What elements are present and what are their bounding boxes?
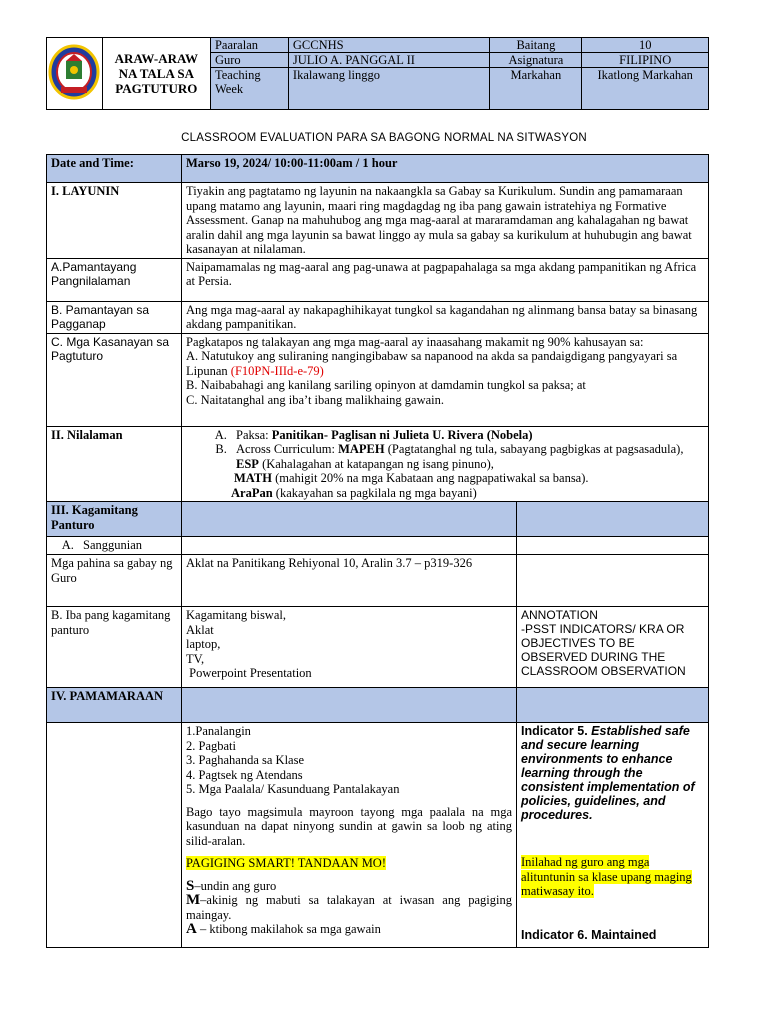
step-item: 1.Panalangin (186, 724, 251, 738)
a-letter: A (186, 921, 197, 937)
step-item: 2. Pagbati (186, 738, 236, 753)
across-item (230, 442, 704, 471)
pamamaraan-label: IV. PAMAMARAAN (47, 688, 182, 723)
mapeh-label: MAPEH (338, 442, 385, 456)
annotation-cell (517, 607, 709, 688)
nilalaman-cell (182, 426, 709, 502)
guro-value: JULIO A. PANGGAL II (288, 53, 489, 68)
nilalaman-label: II. Nilalaman (47, 426, 182, 502)
week-label-line-1: Teaching (214, 68, 261, 83)
baitang-label: Baitang (490, 38, 582, 53)
iba-label: B. Iba pang kagamitang panturo (47, 607, 182, 688)
kasanayan-b: B. Naibabahagi ang kanilang sariling opinyon at damdamin tungkol sa paksa; at (186, 378, 586, 392)
annotation-title: ANNOTATION (521, 608, 598, 622)
sanggunian-list (51, 538, 177, 553)
kagamitan-label: III. Kagamitang Panturo (47, 502, 182, 537)
mapeh-text: (Pagtatanghal ng tula, sabayang pagbigkas at pagsasadula), (387, 442, 684, 456)
indicator-5-note: Inilahad ng guro ang mga alituntunin sa klase upang maging matiwasay ito. (521, 855, 692, 898)
math-label: MATH (234, 471, 272, 485)
pagganap-label: B. Pamantayan sa Pagganap (47, 301, 182, 333)
date-label: Date and Time: (47, 155, 182, 183)
asignatura-label: Asignatura (490, 53, 582, 68)
indicator-cell (517, 723, 709, 948)
step-item: 4. Pagtsek ng Atendans (186, 767, 303, 782)
bago-text: Bago tayo magsimula mayroon tayong mga paalala na mga kasunduan na dapat ninyong sundin at gawin sa loob ng ating silid-aralan. (186, 804, 512, 848)
kasanayan-intro: Pagkatapos ng talakayan ang mga mag-aaral ay inaasahang makamit ng 90% kahusayan sa: (186, 334, 644, 349)
school-seal-cell (47, 38, 103, 110)
iba-item: TV, (186, 651, 205, 666)
title-line-1: ARAW-ARAW (114, 51, 198, 66)
layunin-text: Tiyakin ang pagtatamo ng layunin na nakaangkla sa Gabay sa Kurikulum. Sundin ang pamamaraan upang matamo ang layunin, maari ring magdagdag ng iba pang gawain istratehiya ng Formative Assessment. Ganap na mahuhubog ang mga mag-aaral at mararamdaman ang kahalagahan ng bawat aralin dahil ang mga layunin sa bawat linggo ay mula sa gabay sa kurikulum at huhubugin ang bawat kasanayan at nilalaman. (182, 183, 709, 259)
guro-label: Guro (210, 53, 288, 68)
kasanayan-label: C. Mga Kasanayan sa Pagtuturo (47, 333, 182, 426)
arapan-text: (kakayahan sa pagkilala ng mga bayani) (275, 485, 477, 500)
arapan-line (186, 486, 704, 501)
iba-item: laptop, (186, 637, 221, 651)
iba-list (182, 607, 517, 688)
indicator-5-note-wrap (521, 855, 704, 899)
kasanayan-a (186, 349, 704, 378)
pagganap-text: Ang mga mag-aaral ay nakapaghihikayat tungkol sa kagandahan ng alinmang bansa batay sa binasang akdang pampanitikan. (182, 301, 709, 333)
title-cell (102, 38, 210, 110)
header-table (46, 37, 709, 110)
procedure-empty (47, 723, 182, 948)
a-text: – ktibong makilahok sa mga gawain (196, 922, 381, 936)
baitang-value: 10 (582, 38, 709, 53)
asignatura-value: FILIPINO (582, 53, 709, 68)
indicator-6-label: Indicator 6. Maintained (521, 927, 657, 942)
s-text: –undin ang guro (194, 878, 277, 893)
indicator-5-text: Established safe and secure learning environments to enhance learning through the consistent implementation of policies, guidelines, and procedures. (521, 724, 695, 822)
title-line-2: NA TALA SA (118, 66, 195, 81)
document-heading: CLASSROOM EVALUATION PARA SA BAGONG NORMAL NA SITWASYON (181, 132, 587, 144)
layunin-label: I. LAYUNIN (47, 183, 182, 259)
paksa-item (230, 428, 704, 443)
paksa-label: Paksa: (236, 427, 269, 442)
week-label-line-2: Week (214, 82, 244, 97)
pamamaraan-empty-2 (517, 688, 709, 723)
smart-text: PAGIGING SMART! TANDAAN MO! (186, 856, 386, 870)
paaralan-value: GCCNHS (288, 38, 489, 53)
step-item: 5. Mga Paalala/ Kasunduang Pantalakayan (186, 782, 400, 796)
math-text: (mahigit 20% na mga Kabataan ang nagpapatiwakal sa bansa). (275, 471, 589, 485)
kasanayan-a-text: A. Natutukoy ang suliraning nangingibabaw sa napanood na akda sa pandaigdigang pangyayari sa Lipunan (186, 349, 678, 378)
week-value: Ikalawang linggo (288, 68, 489, 110)
m-line (186, 893, 512, 922)
nilalaman-list (186, 428, 704, 472)
date-value: Marso 19, 2024/ 10:00-11:00am / 1 hour (182, 155, 709, 183)
kagamitan-empty-2 (517, 502, 709, 537)
s-line (186, 879, 512, 894)
across-label: Across Curriculum: (236, 442, 335, 456)
sanggunian-empty-1 (182, 537, 517, 555)
iba-item: Kagamitang biswal, (186, 608, 286, 622)
sanggunian-empty-2 (517, 537, 709, 555)
pamantayang-label: A.Pamantayang Pangnilalaman (47, 258, 182, 301)
week-label (210, 68, 288, 110)
a-line (186, 922, 512, 937)
pahina-text: Aklat na Panitikang Rehiyonal 10, Aralin 3.7 – p319-326 (182, 555, 517, 607)
esp-text: (Kahalagahan at katapangan ng isang pinuno), (262, 456, 494, 471)
esp-label: ESP (236, 456, 259, 471)
iba-item: Aklat (186, 622, 214, 637)
annotation-text: -PSST INDICATORS/ KRA OR OBJECTIVES TO BE OBSERVED DURING THE CLASSROOM OBSERVATION (521, 622, 686, 678)
procedure-cell (182, 723, 517, 948)
m-letter: M (186, 892, 201, 908)
step-item: 3. Paghahanda sa Klase (186, 753, 305, 767)
kagamitan-empty-1 (182, 502, 517, 537)
paaralan-label: Paaralan (210, 38, 288, 53)
school-seal-icon (47, 38, 101, 106)
m-text: –akinig ng mabuti sa talakayan at iwasan ang pagiging maingay. (186, 893, 512, 922)
math-line (186, 471, 704, 486)
smart-line (186, 856, 512, 871)
pahina-empty (517, 555, 709, 607)
kasanayan-c: C. Naitatanghal ang iba’t ibang malikhaing gawain. (186, 392, 445, 407)
arapan-label: AraPan (231, 485, 273, 500)
title-line-3: PAGTUTURO (115, 81, 198, 96)
sanggunian-label: A. Sanggunian (77, 538, 177, 553)
markahan-value: Ikatlong Markahan (582, 68, 709, 110)
kasanayan-cell (182, 333, 709, 426)
pamantayang-text: Naipamamalas ng mag-aaral ang pag-unawa at pagpapahalaga sa mga akdang pampanitikan ng Africa at Persia. (182, 258, 709, 301)
competency-code: (F10PN-IIId-e-79) (230, 363, 324, 378)
indicator-5 (521, 724, 704, 822)
markahan-label: Markahan (490, 68, 582, 110)
pahina-label: Mga pahina sa gabay ng Guro (47, 555, 182, 607)
s-letter: S (186, 877, 195, 894)
lesson-plan-table (46, 154, 709, 948)
iba-item: Powerpoint Presentation (186, 666, 312, 680)
indicator-5-label: Indicator 5. (521, 724, 588, 738)
paksa-value: Panitikan- Paglisan ni Julieta U. Rivera (Nobela) (271, 427, 533, 442)
sanggunian-cell (47, 537, 182, 555)
pamamaraan-empty-1 (182, 688, 517, 723)
